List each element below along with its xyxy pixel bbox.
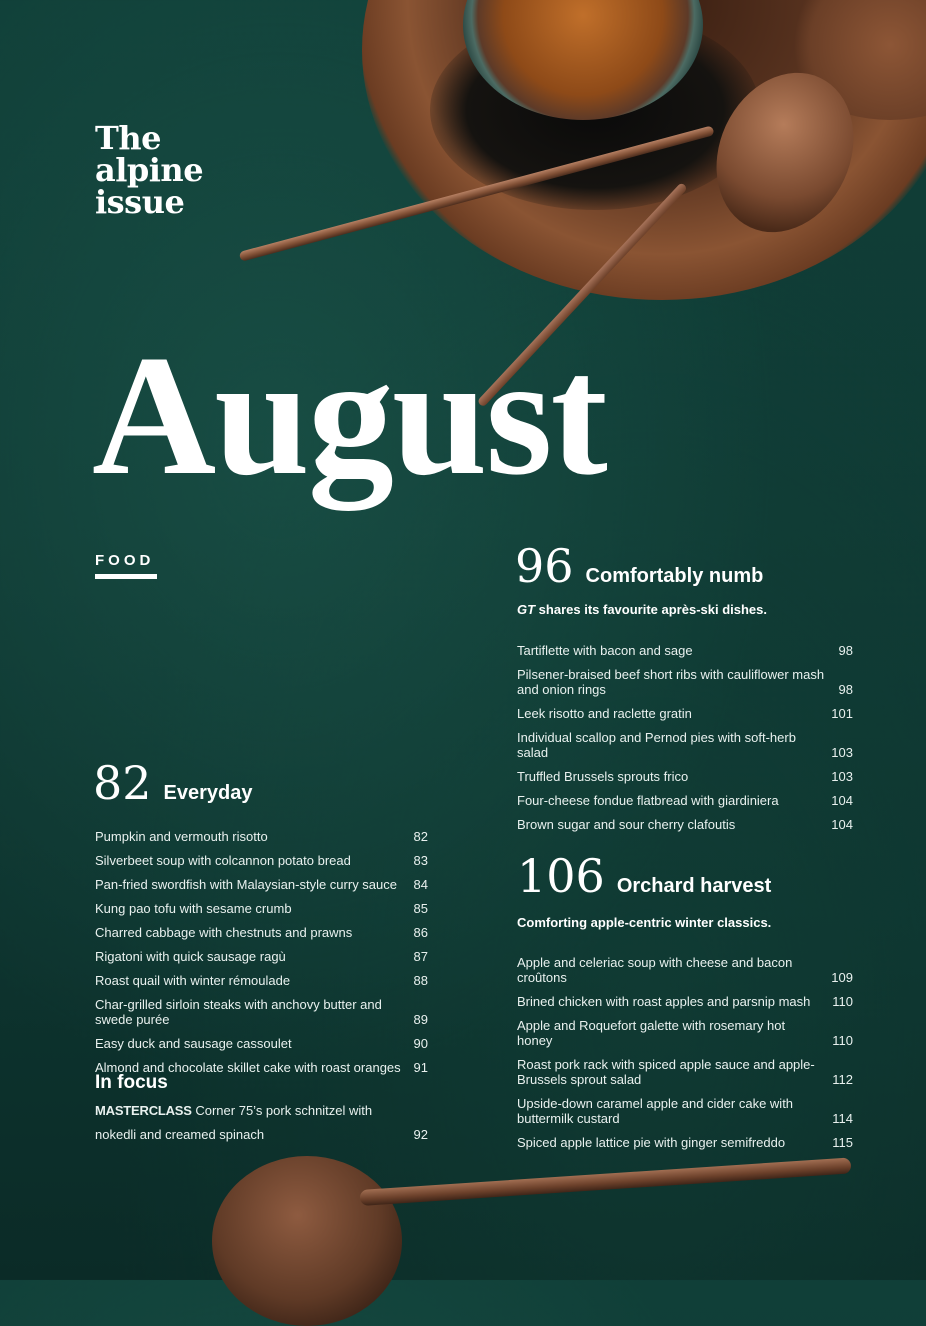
section-page-number: 96 [515, 539, 574, 593]
issue-title [95, 119, 204, 221]
list-item[interactable] [95, 988, 428, 1027]
section-title[interactable]: Orchard harvest [616, 875, 772, 897]
recipe-title: Apple and celeriac soup with cheese and bacon croûtons [517, 955, 793, 985]
recipe-title: Apple and Roquefort galette with rosemary hot honey [517, 1018, 786, 1048]
page-number: 110 [832, 1033, 853, 1048]
list-item[interactable] [517, 1048, 853, 1087]
page-number: 98 [838, 682, 853, 697]
list-item[interactable] [517, 721, 853, 760]
list-item[interactable] [95, 940, 428, 964]
recipe-title: Char-grilled sirloin steaks with anchovy butter and swede purée [95, 997, 382, 1027]
list-item[interactable] [517, 946, 853, 985]
everyday-header [93, 756, 253, 810]
page-number: 91 [413, 1060, 428, 1075]
page-number: 87 [413, 949, 428, 964]
recipe-title: Pilsener-braised beef short ribs with cauliflower mash and onion rings [517, 667, 825, 697]
page-number: 101 [831, 706, 853, 721]
list-item[interactable] [517, 784, 853, 808]
section-page-number: 106 [517, 849, 605, 903]
list-item[interactable] [517, 697, 853, 721]
list-item[interactable] [95, 844, 428, 868]
list-item[interactable] [95, 1027, 428, 1051]
recipe-title: Truffled Brussels sprouts frico [517, 769, 689, 784]
recipe-title: Tartiflette with bacon and sage [517, 643, 693, 658]
orchard-harvest-list [517, 946, 853, 1150]
in-focus-title[interactable]: In focus [95, 1072, 168, 1093]
page-number: 90 [413, 1036, 428, 1051]
recipe-title: Roast quail with winter rémoulade [95, 973, 291, 988]
page-number: 88 [413, 973, 428, 988]
section-subtitle: Comforting apple-centric winter classics. [517, 915, 772, 930]
list-item[interactable] [95, 820, 428, 844]
recipe-title: Upside-down caramel apple and cider cake with buttermilk custard [517, 1096, 794, 1126]
recipe-title: Pumpkin and vermouth risotto [95, 829, 268, 844]
recipe-title: Individual scallop and Pernod pies with soft-herb salad [517, 730, 796, 760]
recipe-title: Almond and chocolate skillet cake with roast oranges [95, 1060, 401, 1075]
list-item[interactable] [95, 868, 428, 892]
section-underline [95, 574, 157, 579]
recipe-title: Brown sugar and sour cherry clafoutis [517, 817, 736, 832]
issue-title-line: alpine [95, 151, 204, 189]
in-focus-line[interactable] [95, 1127, 428, 1142]
section-title[interactable]: Everyday [163, 782, 253, 804]
bottom-spoon-handle-image [359, 1157, 851, 1206]
page-number: 110 [832, 994, 853, 1009]
recipe-title: Silverbeet soup with colcannon potato bread [95, 853, 351, 868]
orchard-harvest-header [517, 849, 772, 903]
recipe-title: Four-cheese fondue flatbread with giardiniera [517, 793, 779, 808]
recipe-title: Roast pork rack with spiced apple sauce and apple-Brussels sprout salad [517, 1057, 815, 1087]
section-subtitle [517, 602, 767, 617]
recipe-title: Brined chicken with roast apples and parsnip mash [517, 994, 811, 1009]
list-item[interactable] [517, 1009, 853, 1048]
comfortably-numb-header [515, 539, 764, 593]
list-item[interactable] [517, 1087, 853, 1126]
subtitle-text: shares its favourite après-ski dishes. [535, 602, 767, 617]
recipe-title: Leek risotto and raclette gratin [517, 706, 692, 721]
in-focus-text: Corner 75’s pork schnitzel with [191, 1103, 373, 1118]
list-item[interactable] [517, 808, 853, 832]
page-number: 84 [413, 877, 428, 892]
page-number: 104 [831, 817, 853, 832]
issue-title-line: The [95, 119, 161, 157]
page-number: 83 [413, 853, 428, 868]
recipe-title: Kung pao tofu with sesame crumb [95, 901, 292, 916]
bottom-spoon-image [212, 1156, 402, 1326]
page-number: 114 [832, 1111, 853, 1126]
page-number: 82 [413, 829, 428, 844]
list-item[interactable] [517, 634, 853, 658]
page-number: 86 [413, 925, 428, 940]
comfortably-numb-list [517, 634, 853, 832]
page-number: 98 [838, 643, 853, 658]
recipe-title: Spiced apple lattice pie with ginger semifreddo [517, 1135, 786, 1150]
subtitle-brand: GT [517, 602, 536, 617]
page-number: 112 [832, 1072, 853, 1087]
issue-title-line: issue [95, 183, 185, 221]
recipe-title: Pan-fried swordfish with Malaysian-style curry sauce [95, 877, 397, 892]
page-number: 104 [831, 793, 853, 808]
everyday-list [95, 820, 428, 1075]
month-title: August [92, 321, 606, 511]
page-number: 103 [831, 745, 853, 760]
page-number: 109 [831, 970, 853, 985]
page-number: 92 [413, 1127, 428, 1142]
section-label: FOOD [95, 552, 155, 569]
list-item[interactable] [517, 760, 853, 784]
page-number: 103 [831, 769, 853, 784]
page-number: 115 [832, 1135, 853, 1150]
list-item[interactable] [95, 964, 428, 988]
recipe-title: Easy duck and sausage cassoulet [95, 1036, 292, 1051]
section-title[interactable]: Comfortably numb [585, 565, 764, 587]
in-focus-text: nokedli and creamed spinach [95, 1127, 265, 1142]
list-item[interactable] [95, 916, 428, 940]
section-page-number: 82 [93, 756, 152, 810]
recipe-title: Rigatoni with quick sausage ragù [95, 949, 286, 964]
list-item[interactable] [517, 985, 853, 1009]
recipe-title: Charred cabbage with chestnuts and prawns [95, 925, 353, 940]
masterclass-label: MASTERCLASS [95, 1103, 192, 1118]
page-number: 85 [413, 901, 428, 916]
list-item[interactable] [517, 1126, 853, 1150]
page-number: 89 [413, 1012, 428, 1027]
in-focus-line[interactable] [95, 1103, 428, 1118]
list-item[interactable] [517, 658, 853, 697]
list-item[interactable] [95, 892, 428, 916]
